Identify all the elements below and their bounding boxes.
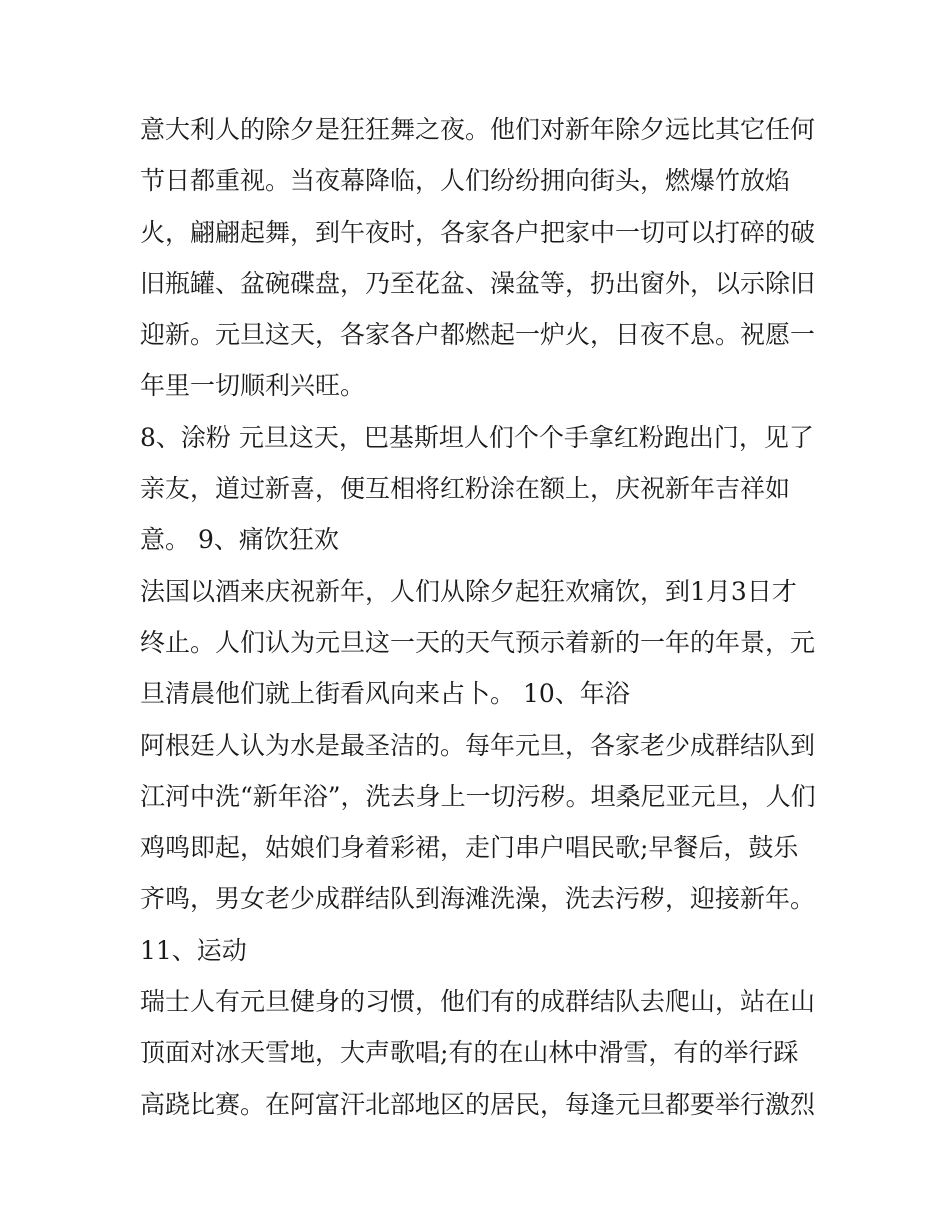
text-line: 阿根廷人认为水是最圣洁的。每年元旦，各家老少成群结队到 — [140, 730, 816, 760]
section-heading-line: 旦清晨他们就上街看风向来占卜。 10、年浴 — [140, 679, 630, 709]
text-line: 法国以酒来庆祝新年，人们从除夕起狂欢痛饮，到1月3日才 — [140, 576, 797, 606]
body-text — [140, 104, 820, 1130]
text-line: 终止。人们认为元旦这一天的天气预示着新的一年的年景，元 — [140, 627, 816, 657]
text-line: 瑞士人有元旦健身的习惯，他们有的成群结队去爬山，站在山 — [140, 987, 816, 1017]
text-line: 齐鸣，男女老少成群结队到海滩洗澡，洗去污秽，迎接新年。 — [140, 884, 816, 914]
section-heading-line: 意。 9、痛饮狂欢 — [140, 525, 339, 555]
text-line: 节日都重视。当夜幕降临，人们纷纷拥向街头，燃爆竹放焰 — [140, 166, 791, 196]
text-line: 亲友，道过新喜，便互相将红粉涂在额上，庆祝新年吉祥如 — [140, 474, 791, 504]
text-line: 顶面对冰天雪地，大声歌唱;有的在山林中滑雪，有的举行踩 — [140, 1038, 799, 1068]
section-heading-line: 11、运动 — [140, 935, 247, 965]
text-line: 江河中洗“新年浴”，洗去身上一切污秽。坦桑尼亚元旦，人们 — [140, 781, 816, 811]
text-line: 高跷比赛。在阿富汗北部地区的居民，每逢元旦都要举行激烈 — [140, 1089, 816, 1119]
text-line: 火，翩翩起舞，到午夜时，各家各户把家中一切可以打碎的破 — [140, 217, 816, 247]
text-line: 年里一切顺利兴旺。 — [140, 371, 366, 401]
text-line: 迎新。元旦这天，各家各户都燃起一炉火，日夜不息。祝愿一 — [140, 320, 816, 350]
text-line: 意大利人的除夕是狂狂舞之夜。他们对新年除夕远比其它任何 — [140, 115, 816, 144]
text-line: 鸡鸣即起，姑娘们身着彩裙，走门串户唱民歌;早餐后，鼓乐 — [140, 833, 799, 863]
text-line: 旧瓶罐、盆碗碟盘，乃至花盆、澡盆等，扔出窗外，以示除旧 — [140, 268, 816, 298]
section-heading-line: 8、涂粉 元旦这天，巴基斯坦人们个个手拿红粉跑出门，见了 — [140, 422, 814, 452]
